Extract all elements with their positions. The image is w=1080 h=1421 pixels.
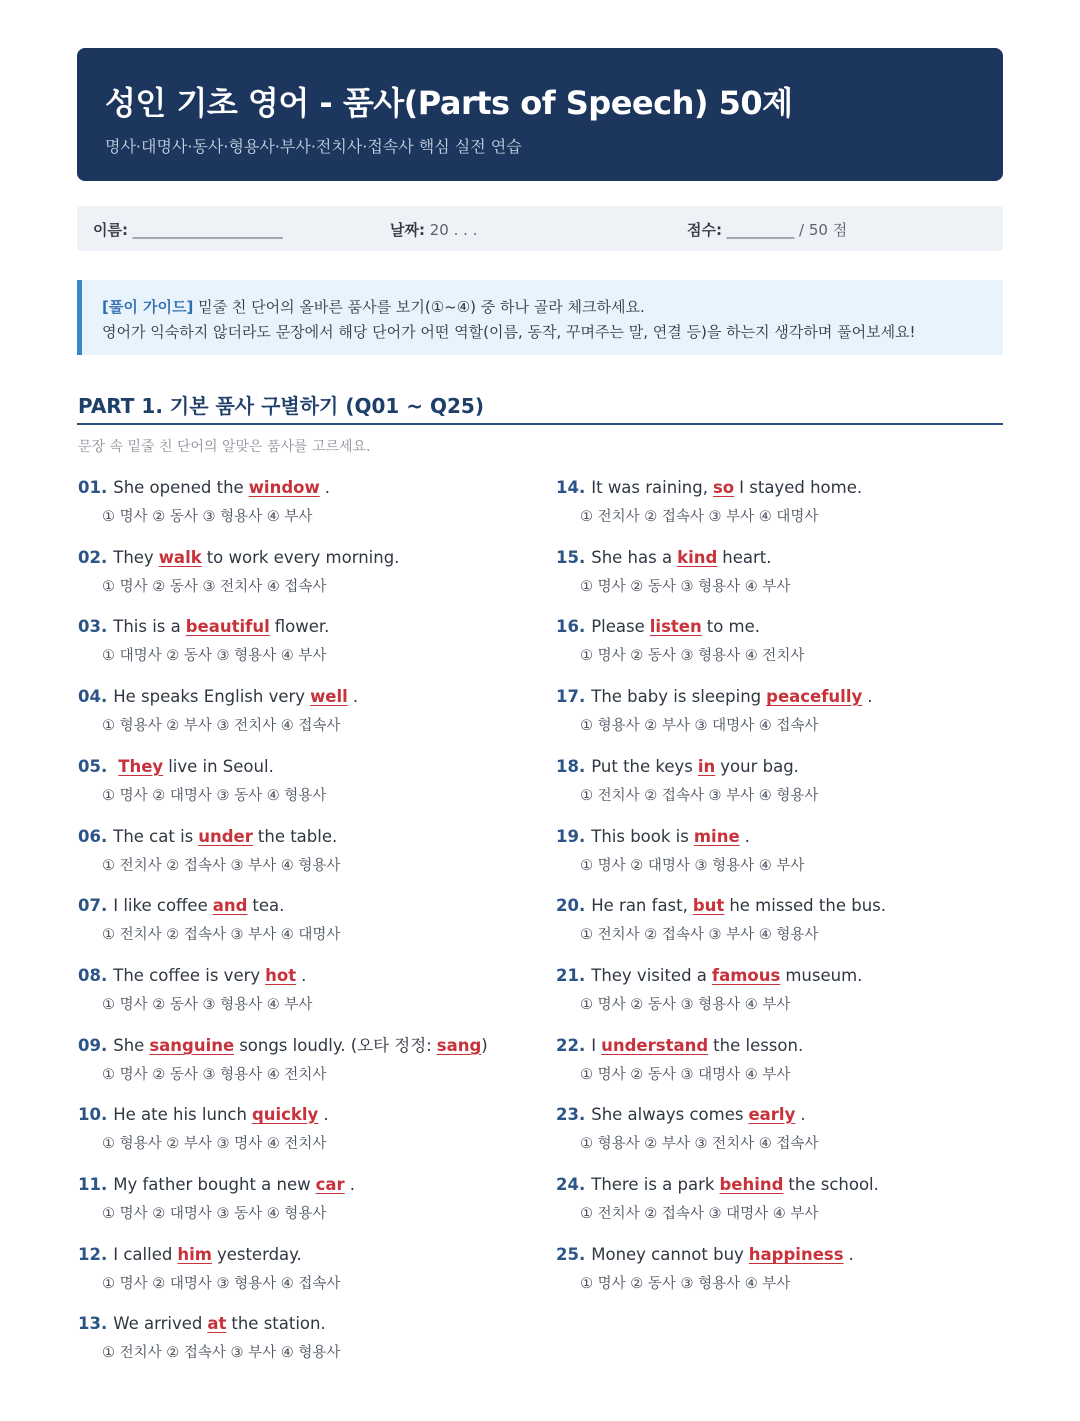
answer-options[interactable]: ① 전치사 ② 접속사 ③ 부사 ④ 형용사: [580, 788, 819, 804]
sentence-before: This is a: [113, 617, 181, 636]
underlined-word: sang: [436, 1036, 482, 1055]
underlined-word: sanguine: [149, 1036, 235, 1055]
sentence-before: It was raining,: [591, 478, 708, 497]
question-sentence: [78, 755, 326, 779]
sentence-after: yesterday.: [216, 1245, 302, 1264]
question-number: 23.: [556, 1105, 586, 1124]
question-number: 19.: [556, 827, 586, 846]
underlined-word: hot: [265, 966, 297, 985]
sentence-after: live in Seoul.: [168, 757, 274, 776]
sentence-before: I like coffee: [113, 896, 208, 915]
question-item: [78, 1243, 340, 1293]
sentence-before: He speaks English very: [113, 687, 306, 706]
underlined-word: behind: [719, 1175, 784, 1194]
question-item: [78, 685, 358, 735]
sentence-before: She always comes: [591, 1105, 744, 1124]
underlined-word: peacefully: [766, 687, 863, 706]
sentence-before: I: [591, 1036, 597, 1055]
date-label: 날짜:: [390, 221, 425, 239]
question-number: 22.: [556, 1036, 586, 1055]
underlined-word: quickly: [251, 1105, 319, 1124]
question-sentence: [78, 546, 399, 570]
question-sentence: [78, 1243, 340, 1267]
underlined-word: mine: [693, 827, 740, 846]
answer-options[interactable]: ① 명사 ② 동사 ③ 형용사 ④ 부사: [102, 509, 313, 525]
sentence-after: the lesson.: [713, 1036, 804, 1055]
answer-options[interactable]: ① 대명사 ② 동사 ③ 형용사 ④ 부사: [102, 648, 327, 664]
underlined-word: beautiful: [185, 617, 270, 636]
underlined-word: him: [177, 1245, 212, 1264]
sentence-after: .: [324, 478, 330, 497]
underlined-word: happiness: [748, 1245, 844, 1264]
date-field[interactable]: [390, 219, 477, 240]
question-number: 14.: [556, 478, 586, 497]
question-number: 09.: [78, 1036, 108, 1055]
answer-options[interactable]: ① 전치사 ② 접속사 ③ 부사 ④ 형용사: [102, 1345, 341, 1361]
sentence-before: He ran fast,: [591, 896, 688, 915]
question-number: 05.: [78, 757, 108, 776]
question-sentence: [556, 825, 804, 849]
underlined-word: kind: [677, 548, 718, 567]
sentence-after: .: [349, 1175, 355, 1194]
answer-options[interactable]: ① 명사 ② 동사 ③ 형용사 ④ 부사: [102, 997, 313, 1013]
question-sentence: [78, 825, 340, 849]
question-number: 07.: [78, 896, 108, 915]
sentence-after: .: [323, 1105, 329, 1124]
question-number: 13.: [78, 1314, 108, 1333]
answer-options[interactable]: ① 명사 ② 대명사 ③ 동사 ④ 형용사: [102, 788, 327, 804]
sentence-before: She has a: [591, 548, 673, 567]
question-item: [556, 615, 804, 665]
question-item: [78, 1034, 488, 1084]
question-sentence: [78, 1034, 488, 1058]
question-sentence: [556, 894, 886, 918]
question-sentence: [556, 1173, 879, 1197]
sentence-after: to me.: [706, 617, 761, 636]
question-item: [78, 1173, 355, 1223]
answer-options[interactable]: ① 전치사 ② 접속사 ③ 부사 ④ 대명사: [102, 927, 341, 943]
sentence-after: .: [800, 1105, 806, 1124]
sentence-after: to work every morning.: [206, 548, 400, 567]
question-number: 04.: [78, 687, 108, 706]
question-item: [556, 1243, 854, 1293]
answer-options[interactable]: ① 전치사 ② 접속사 ③ 부사 ④ 형용사: [102, 858, 341, 874]
answer-options[interactable]: ① 형용사 ② 부사 ③ 전치사 ④ 접속사: [102, 718, 341, 734]
question-sentence: [78, 894, 340, 918]
question-sentence: [78, 964, 312, 988]
question-number: 24.: [556, 1175, 586, 1194]
sentence-before: We arrived: [113, 1314, 203, 1333]
answer-options[interactable]: ① 형용사 ② 부사 ③ 전치사 ④ 접속사: [580, 1136, 819, 1152]
guide-line-2: 영어가 익숙하지 않더라도 문장에서 해당 단어가 어떤 역할(이름, 동작, 꾸며주는 말, 연결 등)을 하는지 생각하며 풀어보세요!: [102, 323, 916, 341]
question-number: 20.: [556, 896, 586, 915]
part-1-divider: [77, 423, 1003, 425]
question-item: [78, 964, 312, 1014]
question-item: [556, 964, 862, 1014]
question-sentence: [556, 476, 862, 500]
part-1-title: PART 1. 기본 품사 구별하기 (Q01 ~ Q25): [78, 394, 484, 418]
question-number: 06.: [78, 827, 108, 846]
underlined-word: window: [248, 478, 320, 497]
sentence-after: tea.: [252, 896, 285, 915]
answer-options[interactable]: ① 명사 ② 동사 ③ 형용사 ④ 부사: [580, 997, 791, 1013]
question-item: [556, 894, 886, 944]
question-sentence: [556, 685, 873, 709]
sentence-after: flower.: [274, 617, 330, 636]
solving-guide: [77, 280, 1003, 355]
question-item: [556, 1103, 818, 1153]
question-sentence: [556, 1103, 818, 1127]
underlined-word: well: [310, 687, 348, 706]
answer-options[interactable]: ① 형용사 ② 부사 ③ 대명사 ④ 접속사: [580, 718, 819, 734]
question-item: [556, 825, 804, 875]
question-item: [78, 546, 399, 596]
question-number: 17.: [556, 687, 586, 706]
question-sentence: [78, 1312, 340, 1336]
question-number: 11.: [78, 1175, 108, 1194]
sentence-before: She opened the: [113, 478, 244, 497]
score-blank: _________ / 50 점: [726, 221, 848, 239]
question-item: [78, 1312, 340, 1362]
underlined-word: at: [207, 1314, 227, 1333]
question-sentence: [556, 546, 790, 570]
name-field[interactable]: [93, 219, 283, 240]
sentence-before: The coffee is very: [113, 966, 261, 985]
sentence-after: .: [867, 687, 873, 706]
underlined-word: in: [697, 757, 716, 776]
sentence-after: the table.: [257, 827, 338, 846]
answer-options[interactable]: ① 전치사 ② 접속사 ③ 부사 ④ 형용사: [580, 927, 819, 943]
question-item: [556, 476, 862, 526]
answer-options[interactable]: ① 명사 ② 대명사 ③ 형용사 ④ 접속사: [102, 1276, 341, 1292]
question-sentence: [556, 615, 804, 639]
sentence-before: Put the keys: [591, 757, 693, 776]
answer-options[interactable]: ① 전치사 ② 접속사 ③ 대명사 ④ 부사: [580, 1206, 819, 1222]
question-sentence: [78, 615, 329, 639]
sentence-before: The cat is: [113, 827, 194, 846]
answer-options[interactable]: ① 명사 ② 동사 ③ 전치사 ④ 접속사: [102, 579, 327, 595]
sentence-after: ): [481, 1036, 488, 1055]
question-number: 18.: [556, 757, 586, 776]
question-sentence: [556, 1034, 803, 1058]
sentence-before: They visited a: [591, 966, 707, 985]
underlined-word: understand: [601, 1036, 709, 1055]
sentence-before: The baby is sleeping: [591, 687, 762, 706]
name-blank: ____________________: [132, 221, 283, 239]
sentence-before: He ate his lunch: [113, 1105, 247, 1124]
underlined-word: so: [712, 478, 735, 497]
sentence-before: Please: [591, 617, 645, 636]
guide-line-1: [102, 296, 645, 317]
name-label: 이름:: [93, 221, 128, 239]
question-number: 12.: [78, 1245, 108, 1264]
question-sentence: [78, 1173, 355, 1197]
question-number: 03.: [78, 617, 108, 636]
guide-tag: [풀이 가이드]: [102, 298, 194, 316]
answer-options[interactable]: ① 명사 ② 동사 ③ 대명사 ④ 부사: [580, 1067, 791, 1083]
sentence-after: .: [744, 827, 750, 846]
sentence-after: your bag.: [720, 757, 799, 776]
answer-options[interactable]: ① 전치사 ② 접속사 ③ 부사 ④ 대명사: [580, 509, 819, 525]
sentence-after: .: [301, 966, 307, 985]
sentence-before: They: [113, 548, 154, 567]
sentence-before: Money cannot buy: [591, 1245, 744, 1264]
question-sentence: [556, 964, 862, 988]
underlined-word: early: [748, 1105, 796, 1124]
question-item: [556, 755, 818, 805]
underlined-word: famous: [711, 966, 781, 985]
underlined-word: but: [692, 896, 725, 915]
sentence-after: museum.: [785, 966, 863, 985]
sentence-after: I stayed home.: [739, 478, 863, 497]
question-item: [556, 1034, 803, 1084]
sentence-before: My father bought a new: [113, 1175, 311, 1194]
underlined-word: walk: [158, 548, 202, 567]
underlined-word: listen: [649, 617, 702, 636]
question-number: 16.: [556, 617, 586, 636]
question-sentence: [78, 476, 330, 500]
sentence-before: This book is: [591, 827, 689, 846]
question-item: [556, 1173, 879, 1223]
question-item: [78, 894, 340, 944]
answer-options[interactable]: ① 형용사 ② 부사 ③ 명사 ④ 전치사: [102, 1136, 327, 1152]
question-number: 08.: [78, 966, 108, 985]
sentence-after: the school.: [788, 1175, 879, 1194]
question-item: [78, 615, 329, 665]
score-label: 점수:: [687, 221, 722, 239]
question-sentence: [78, 1103, 329, 1127]
answer-options[interactable]: ① 명사 ② 대명사 ③ 동사 ④ 형용사: [102, 1206, 327, 1222]
underlined-word: and: [212, 896, 248, 915]
sentence-before: She: [113, 1036, 145, 1055]
date-blank: 20 . . .: [429, 221, 478, 239]
question-sentence: [556, 1243, 854, 1267]
answer-options[interactable]: ① 명사 ② 동사 ③ 형용사 ④ 전치사: [580, 648, 805, 664]
question-item: [556, 685, 873, 735]
question-number: 02.: [78, 548, 108, 567]
underlined-word: car: [315, 1175, 345, 1194]
score-field[interactable]: [687, 219, 847, 240]
sentence-after: the station.: [231, 1314, 326, 1333]
question-number: 21.: [556, 966, 586, 985]
student-info-bar: [77, 206, 1003, 251]
underlined-word: under: [198, 827, 253, 846]
sentence-after: he missed the bus.: [729, 896, 886, 915]
answer-options[interactable]: ① 명사 ② 동사 ③ 형용사 ④ 부사: [580, 1276, 791, 1292]
page-title: 성인 기초 영어 - 품사(Parts of Speech) 50제: [105, 84, 793, 122]
question-item: [78, 1103, 329, 1153]
question-number: 15.: [556, 548, 586, 567]
question-number: 01.: [78, 478, 108, 497]
part-1-description: 문장 속 밑줄 친 단어의 알맞은 품사를 고르세요.: [78, 439, 371, 455]
question-number: 25.: [556, 1245, 586, 1264]
question-sentence: [78, 685, 358, 709]
sentence-before: There is a park: [591, 1175, 715, 1194]
sentence-before: I called: [113, 1245, 173, 1264]
answer-options[interactable]: ① 명사 ② 동사 ③ 형용사 ④ 전치사: [102, 1067, 327, 1083]
question-item: [78, 755, 326, 805]
sentence-after: heart.: [722, 548, 772, 567]
sentence-after: .: [848, 1245, 854, 1264]
worksheet-header: [77, 48, 1003, 181]
guide-text-1: 밑줄 친 단어의 올바른 품사를 보기(①~④) 중 하나 골라 체크하세요.: [193, 298, 645, 316]
question-item: [78, 825, 340, 875]
question-item: [556, 546, 790, 596]
page-subtitle: 명사·대명사·동사·형용사·부사·전치사·접속사 핵심 실전 연습: [105, 137, 522, 156]
answer-options[interactable]: ① 명사 ② 대명사 ③ 형용사 ④ 부사: [580, 858, 805, 874]
question-number: 10.: [78, 1105, 108, 1124]
question-sentence: [556, 755, 818, 779]
answer-options[interactable]: ① 명사 ② 동사 ③ 형용사 ④ 부사: [580, 579, 791, 595]
underlined-word: They: [118, 757, 164, 776]
sentence-after: .: [352, 687, 359, 706]
question-item: [78, 476, 330, 526]
sentence-after: songs loudly. (오타 정정:: [239, 1036, 432, 1055]
